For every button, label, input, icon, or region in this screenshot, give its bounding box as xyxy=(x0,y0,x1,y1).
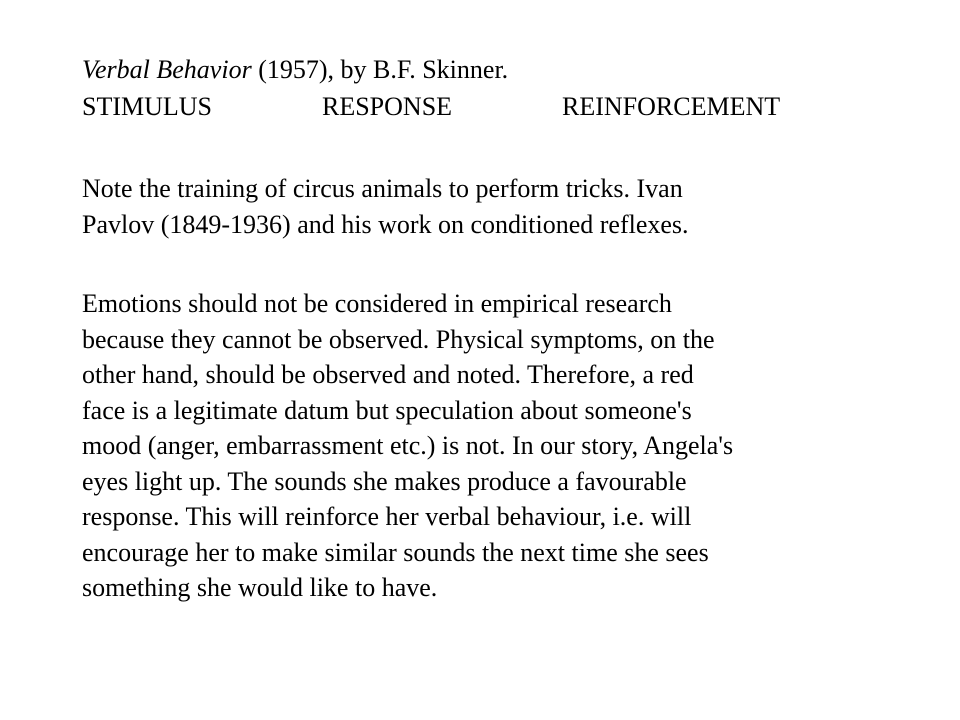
paragraph-line: encourage her to make similar sounds the next time she sees xyxy=(82,537,709,567)
paragraph-line: eyes light up. The sounds she makes produce a favourable xyxy=(82,466,687,496)
paragraph-pavlov xyxy=(82,171,882,242)
stimulus-label: STIMULUS xyxy=(82,92,213,121)
book-title: Verbal Behavior xyxy=(82,55,252,84)
paragraph-line: Note the training of circus animals to perform tricks. Ivan xyxy=(82,174,683,203)
response-label: RESPONSE xyxy=(322,92,453,121)
reinforcement-label: REINFORCEMENT xyxy=(562,92,781,121)
slide-title xyxy=(82,53,508,87)
paragraph-line: Emotions should not be considered in empirical research xyxy=(82,289,672,318)
paragraph-line: face is a legitimate datum but speculation about someone's xyxy=(82,395,692,425)
paragraph-line: other hand, should be observed and noted. Therefore, a red xyxy=(82,360,694,389)
paragraph-line: Pavlov (1849-1936) and his work on conditioned reflexes. xyxy=(82,209,689,239)
paragraph-line: something she would like to have. xyxy=(82,573,438,602)
paragraph-line: response. This will reinforce her verbal behaviour, i.e. will xyxy=(82,502,692,531)
paragraph-emotions xyxy=(82,286,882,606)
title-citation: (1957), by B.F. Skinner. xyxy=(251,55,509,84)
paragraph-line: because they cannot be observed. Physical symptoms, on the xyxy=(82,324,715,354)
paragraph-line: mood (anger, embarrassment etc.) is not. In our story, Angela's xyxy=(82,431,734,460)
